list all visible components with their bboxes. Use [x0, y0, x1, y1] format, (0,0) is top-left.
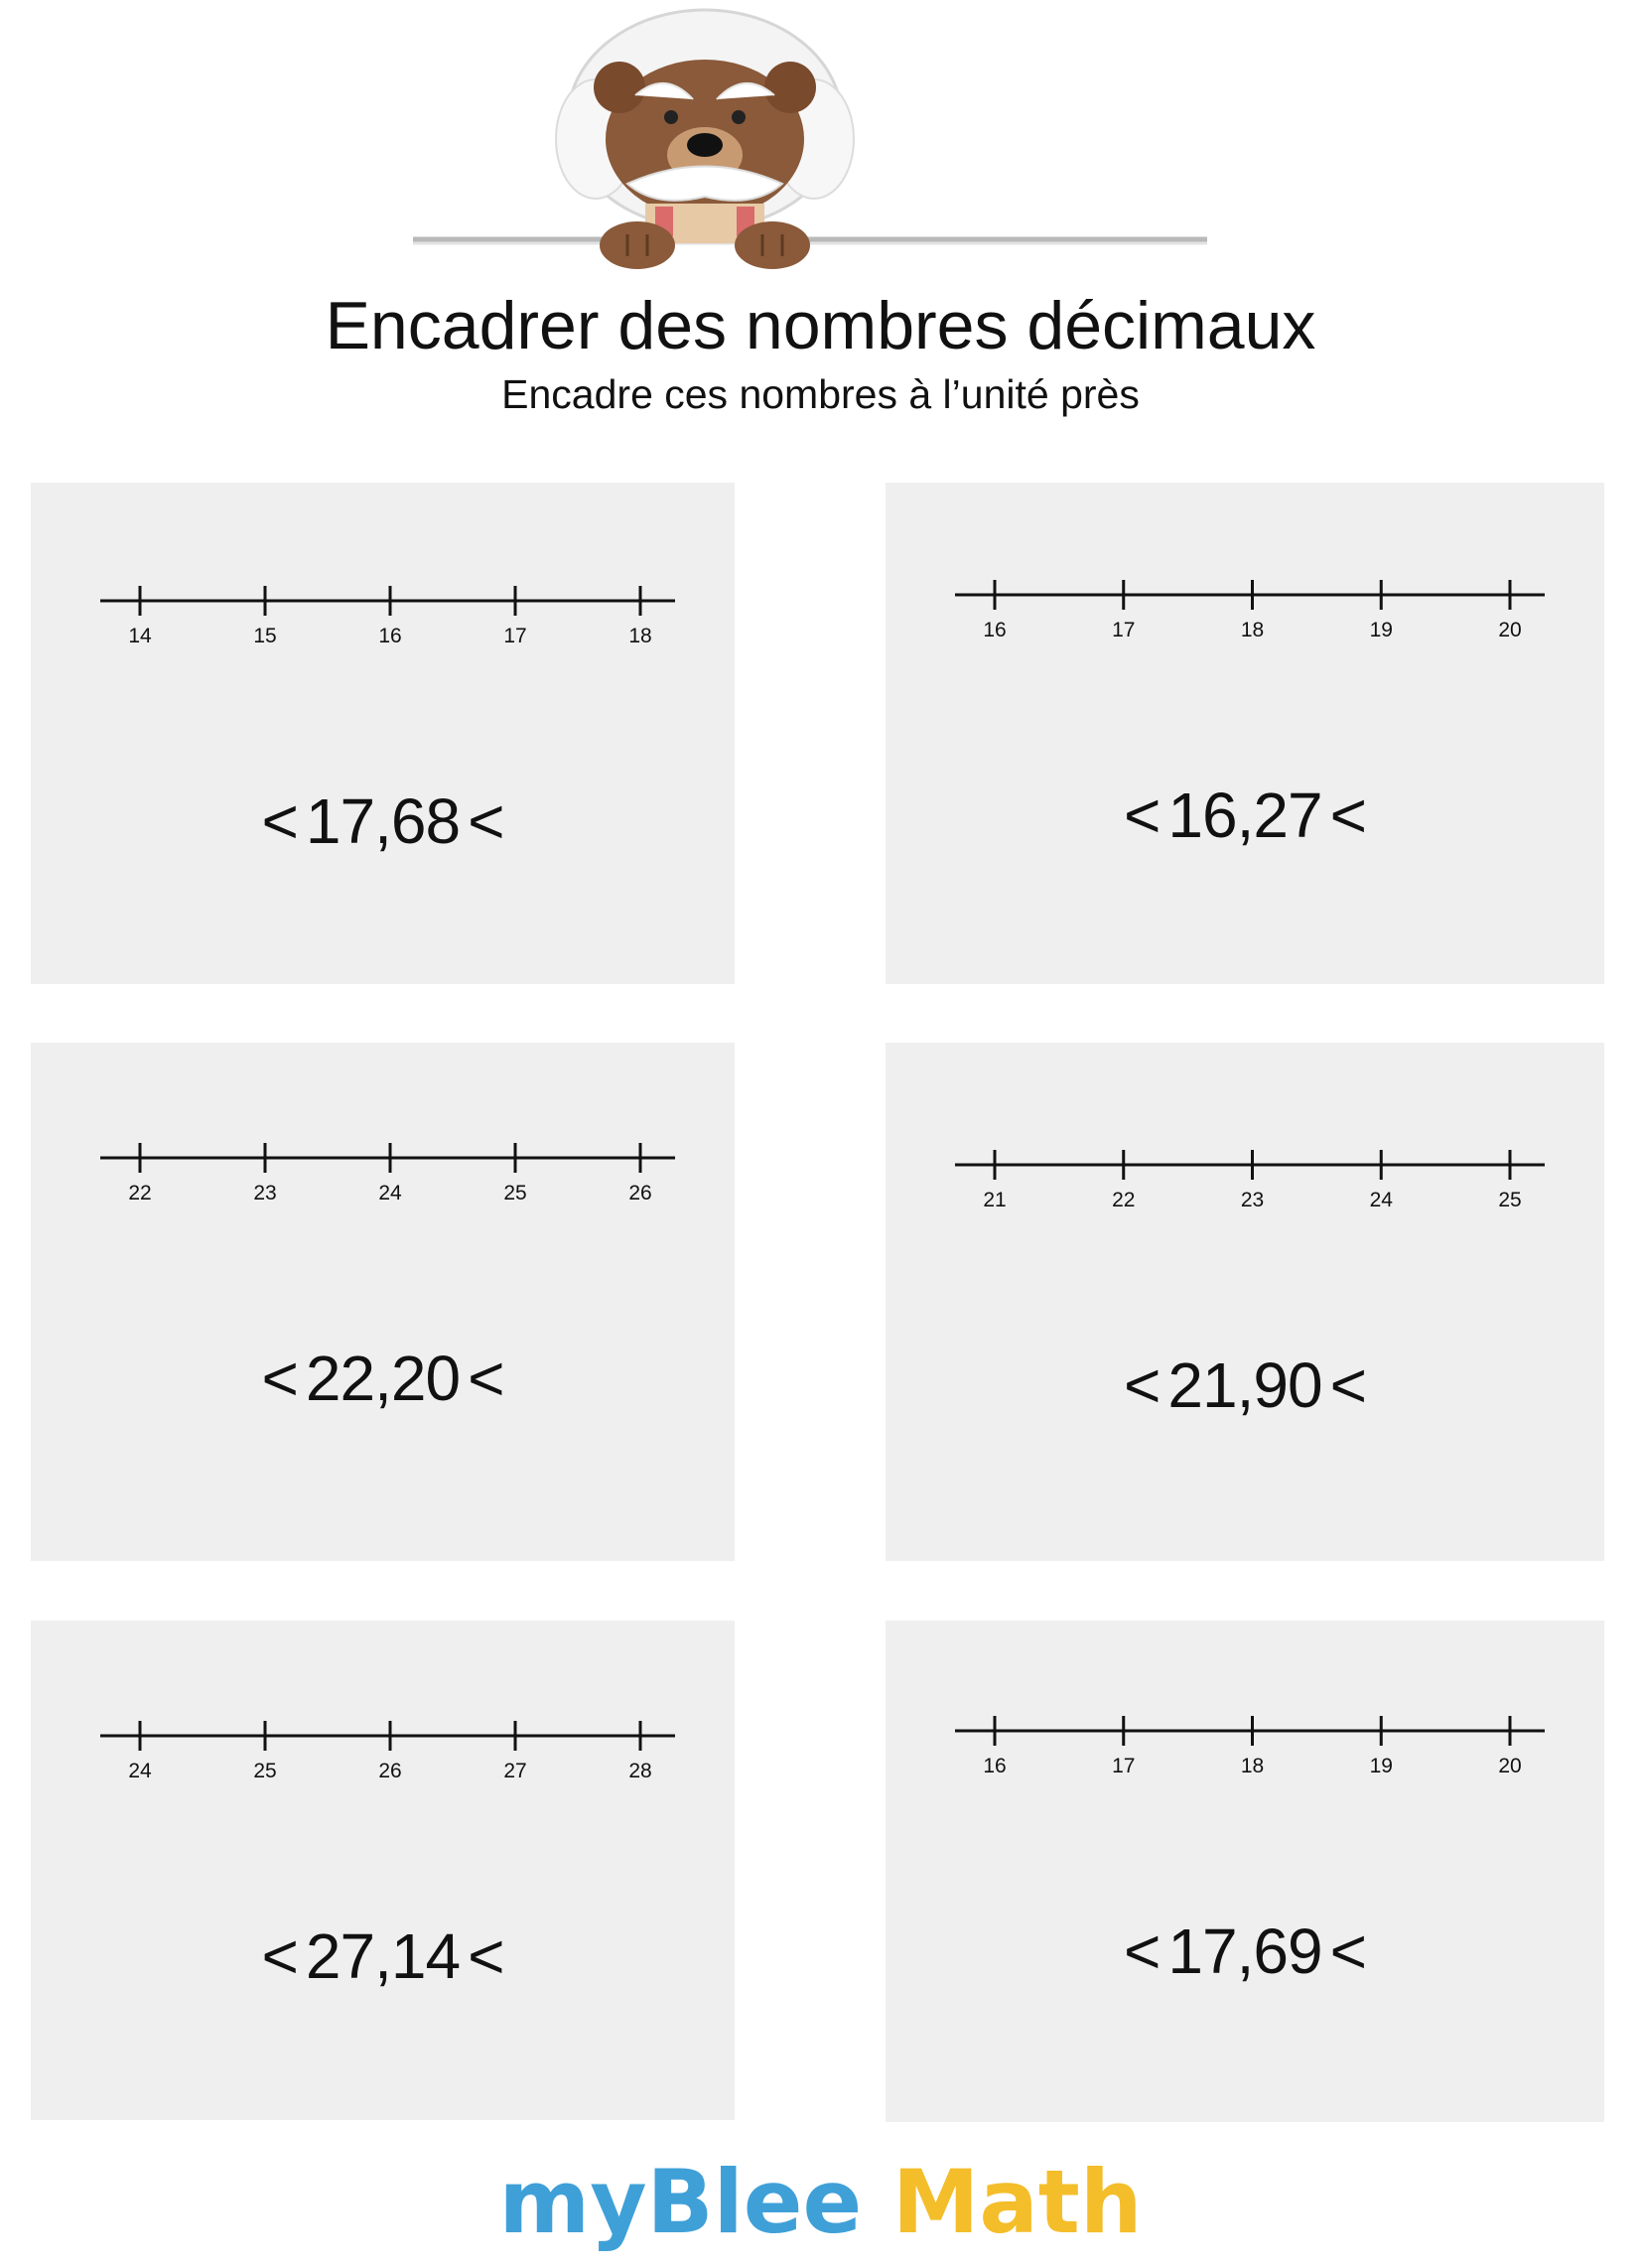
tick-label: 17 [1112, 1755, 1136, 1777]
logo-part-math: Math [891, 2151, 1143, 2253]
tick-label: 18 [1240, 1755, 1265, 1777]
decimal-number: 16,27 [1167, 780, 1322, 851]
logo-part-myblee: myBlee [498, 2151, 863, 2253]
tick-label: 25 [1498, 1189, 1522, 1211]
less-than-sign-left: < [261, 785, 298, 857]
inequality [31, 784, 735, 858]
tick-label: 24 [378, 1182, 402, 1205]
less-than-sign-left: < [1124, 780, 1161, 851]
tick-label: 24 [128, 1760, 152, 1782]
page-title: Encadrer des nombres décimaux [325, 288, 1316, 363]
exercise-card [886, 1043, 1604, 1561]
number-line [31, 1621, 735, 1819]
tick-label: 24 [1369, 1189, 1393, 1211]
inequality [886, 1914, 1604, 1988]
less-than-sign-left: < [261, 1343, 298, 1414]
less-than-sign-right: < [1329, 1349, 1366, 1421]
page-subtitle: Encadre ces nombres à l’unité près [501, 371, 1140, 417]
number-line [886, 1043, 1604, 1241]
exercise-card [31, 1043, 735, 1561]
myblee-math-logo [0, 2153, 1641, 2252]
tick-label: 19 [1369, 1755, 1393, 1777]
tick-label: 22 [128, 1182, 152, 1205]
tick-label: 25 [503, 1182, 527, 1205]
number-line [31, 483, 735, 681]
less-than-sign-left: < [1124, 1349, 1161, 1421]
tick-label: 17 [1112, 619, 1136, 641]
exercise-card [886, 1621, 1604, 2122]
exercise-card [31, 483, 735, 984]
less-than-sign-right: < [468, 1920, 504, 1992]
tick-label: 27 [503, 1760, 527, 1782]
tick-label: 20 [1498, 1755, 1522, 1777]
exercise-card [886, 483, 1604, 984]
tick-label: 21 [983, 1189, 1007, 1211]
number-line [31, 1043, 735, 1241]
less-than-sign-right: < [1329, 780, 1366, 851]
exercise-card [31, 1621, 735, 2120]
tick-label: 26 [628, 1182, 652, 1205]
tick-label: 20 [1498, 619, 1522, 641]
inequality [886, 779, 1604, 852]
bear-mascot-icon [407, 0, 1241, 288]
tick-label: 22 [1112, 1189, 1136, 1211]
tick-label: 16 [378, 625, 402, 647]
decimal-number: 17,69 [1167, 1915, 1322, 1987]
tick-label: 18 [628, 625, 652, 647]
decimal-number: 22,20 [305, 1343, 461, 1414]
tick-label: 15 [253, 625, 277, 647]
number-line [886, 1621, 1604, 1819]
tick-label: 14 [128, 625, 152, 647]
less-than-sign-left: < [261, 1920, 298, 1992]
inequality [886, 1348, 1604, 1422]
decimal-number: 21,90 [1167, 1349, 1322, 1421]
less-than-sign-right: < [1329, 1915, 1366, 1987]
less-than-sign-right: < [468, 1343, 504, 1414]
less-than-sign-left: < [1124, 1915, 1161, 1987]
tick-label: 26 [378, 1760, 402, 1782]
tick-label: 16 [983, 619, 1007, 641]
inequality [31, 1342, 735, 1415]
tick-label: 16 [983, 1755, 1007, 1777]
tick-label: 23 [253, 1182, 277, 1205]
decimal-number: 27,14 [305, 1920, 461, 1992]
inequality [31, 1919, 735, 1993]
tick-label: 19 [1369, 619, 1393, 641]
tick-label: 23 [1240, 1189, 1265, 1211]
tick-label: 17 [503, 625, 527, 647]
tick-label: 18 [1240, 619, 1265, 641]
tick-label: 25 [253, 1760, 277, 1782]
tick-label: 28 [628, 1760, 652, 1782]
less-than-sign-right: < [468, 785, 504, 857]
decimal-number: 17,68 [305, 785, 461, 857]
number-line [886, 483, 1604, 681]
